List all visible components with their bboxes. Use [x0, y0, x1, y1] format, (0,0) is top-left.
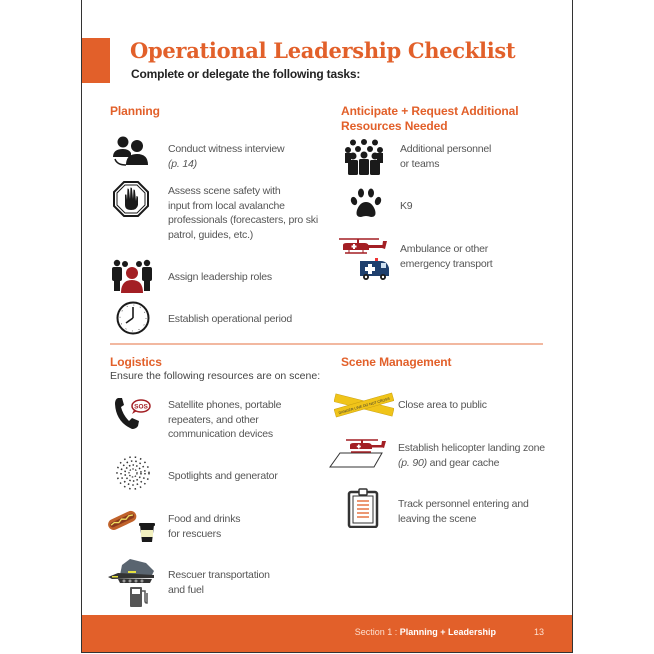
resources-item-ambulance: Ambulance or other emergency transport: [400, 243, 493, 270]
snowmobile-fuel-icon: [108, 557, 156, 609]
document-page: [81, 0, 573, 653]
spotlight-icon: [115, 455, 151, 491]
logistics-item-food: Food and drinks for rescuers: [168, 513, 241, 540]
planning-item-roles: Assign leadership roles: [168, 271, 272, 283]
footer-section: Section 1 : Planning + Leadership: [354, 627, 496, 637]
logistics-item-spotlights: Spotlights and generator: [168, 470, 278, 482]
planning-item-safety: Assess scene safety with input from local avalanche professionals (forecasters, pro ski patrol, guides, etc.): [168, 185, 318, 241]
paw-icon: [350, 188, 382, 220]
planning-item-witness: Conduct witness interview (p. 14): [168, 143, 285, 170]
scene-item-helipad: Establish helicopter landing zone (p. 90) and gear cache: [398, 442, 545, 469]
tape-text: DANGER LINE DO NOT CROSS: [338, 396, 391, 416]
planning-item-period: Establish operational period: [168, 313, 292, 325]
clipboard-icon: [347, 488, 379, 528]
crowd-icon: [344, 139, 384, 175]
people-talking-icon: [111, 135, 151, 167]
logistics-item-phones: Satellite phones, portable repeaters, and other communication devices: [168, 399, 282, 440]
accent-block: [82, 38, 110, 83]
caution-tape-icon: [334, 390, 394, 420]
clock-icon: [116, 301, 150, 335]
helipad-icon: [328, 437, 394, 469]
scene-heading: Scene Management: [341, 355, 452, 369]
scene-item-track: Track personnel entering and leaving the scene: [398, 498, 529, 525]
scene-item-close: Close area to public: [398, 399, 487, 411]
resources-heading: Anticipate + Request Additional Resources Needed: [341, 104, 519, 133]
resources-item-personnel: Additional personnel or teams: [400, 143, 492, 170]
page-number: 13: [533, 627, 544, 637]
logistics-item-transport: Rescuer transportation and fuel: [168, 569, 270, 596]
page-footer: [82, 615, 572, 652]
resources-item-k9: K9: [400, 200, 413, 212]
page-title: Operational Leadership Checklist: [130, 38, 516, 63]
section-divider: [110, 343, 543, 345]
planning-heading: Planning: [110, 104, 160, 118]
food-drink-icon: [107, 507, 157, 543]
logistics-heading: Logistics: [110, 355, 162, 369]
svg-text:SOS: SOS: [134, 403, 148, 411]
stop-hand-icon: [113, 181, 149, 217]
sos-phone-icon: [112, 396, 152, 432]
logistics-note: Ensure the following resources are on scene:: [110, 370, 321, 382]
leader-group-icon: [110, 259, 154, 293]
page-subtitle: Complete or delegate the following tasks:: [131, 67, 361, 81]
helicopter-ambulance-icon: [337, 236, 393, 282]
